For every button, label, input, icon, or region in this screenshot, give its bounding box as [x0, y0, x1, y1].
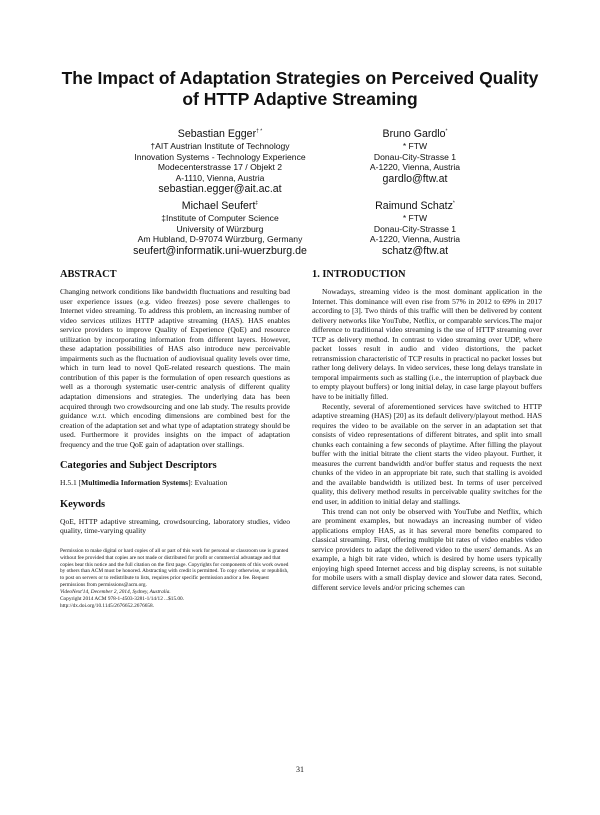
- right-column: [312, 268, 542, 593]
- author-email[interactable]: schatz@ftw.at: [381, 244, 449, 257]
- author-name: Raimund Schatz*: [375, 200, 455, 212]
- categories-heading: Categories and Subject Descriptors: [60, 460, 217, 472]
- author-affiliation-line: University of Würzburg: [176, 223, 264, 234]
- abstract-heading: ABSTRACT: [60, 269, 117, 280]
- author-affiliation-line: Donau-City-Strasse 1: [373, 223, 457, 234]
- categories-text: H.5.1 [Multimedia Information Systems]: Evaluation: [60, 478, 228, 488]
- introduction-heading: 1. INTRODUCTION: [312, 269, 406, 280]
- author-email[interactable]: seufert@informatik.uni-wuerzburg.de: [133, 244, 307, 257]
- author-affiliation-line: Am Hubland, D-97074 Würzburg, Germany: [137, 234, 303, 245]
- intro-paragraph: This trend can not only be observed with YouTube and Netflix, which are prominent examples, but nowadays an increasing number of video applications employ HAS, as it has several more benefits compared to classical streaming. First, offering multiple bit rates of video enables video service providers to adapt the delivered video to the users' demands. As an example, a high bit rate video, which is desired by home users typically enjoying high speed Internet access and big display screens, is not suitable for mobile users with a small display device and slower data rates. Second, different service levels and/or pricing schemes can: [312, 506, 542, 592]
- author-affiliation-line: Modecenterstrasse 17 / Objekt 2: [157, 162, 283, 173]
- author-affiliation-line: A-1220, Vienna, Austria: [369, 162, 461, 173]
- author-affiliation-line: Donau-City-Strasse 1: [373, 151, 457, 162]
- copyright: Copyright 2014 ACM 978-1-4503-3281-1/14/12 ...$15.00.: [60, 595, 185, 602]
- author-name: Bruno Gardlo*: [382, 128, 448, 140]
- author-name: Sebastian Egger† *: [177, 128, 263, 140]
- keywords-text: QoE, HTTP adaptive streaming, crowdsourcing, laboratory studies, video quality, time-varying quality: [60, 516, 290, 536]
- venue: VideoNext'14, December 2, 2014, Sydney, Australia.: [60, 589, 171, 595]
- author-name: Michael Seufert‡: [181, 200, 259, 212]
- author-email[interactable]: sebastian.egger@ait.ac.at: [158, 183, 282, 196]
- author-email[interactable]: gardlo@ftw.at: [382, 172, 448, 185]
- permission-block: [60, 548, 290, 610]
- author-block-egger: [120, 128, 320, 196]
- doi-link[interactable]: http://dx.doi.org/10.1145/2676652.2676658.: [60, 602, 155, 609]
- intro-paragraph: Nowadays, streaming video is the most dominant application in the Internet. This dominance will even rise from 57% in 2012 to 69% in 2017 according to [3]. Two thirds of this traffic will then be delivered by content delivery networks like YouTube, Netflix, or comparable services.The major difference to traditional video streaming is the use of HTTP streaming over TCP as delivery method. In contrast to video streaming over UDP, where packet losses result in audio and video distortions, the packet retransmission characteristic of TCP results in practical no packet losses but rather long delivery delays. In video services, these long delays translate in temporal impairments such as stalling (i.e., the interruption of playback due to empty playout buffers) or long initial delay, in case large playout buffers have to be initially filled.: [312, 287, 542, 402]
- title-line-2: of HTTP Adaptive Streaming: [182, 89, 418, 109]
- keywords-heading: Keywords: [60, 498, 106, 510]
- left-column: [60, 268, 290, 610]
- intro-paragraph: Recently, several of aforementioned services have switched to HTTP adaptive streaming (HAS) [20] as its default delivery/playout method. HAS requires the video to be available on the server in an adaptation set that consists of video representations of different bitrates, and split into small chunks each containing a few seconds of playtime. After filling the playout buffer with the initial bitrate the client starts the video playout. Further, it measures the current bandwidth and/or buffer status and requests the next chunks of the video in an appropriate bit rate, such that stalling is avoided and the available bandwidth is utilized best. In terms of user perceived quality, this delivery method results in perceivable quality switches for the end user, in addition to initial delay and stallings.: [312, 401, 542, 507]
- author-block-seufert: [120, 200, 320, 258]
- paper-title: [40, 68, 560, 110]
- author-affiliation-line: * FTW: [402, 141, 428, 151]
- abstract-text: Changing network conditions like bandwidth fluctuations and resulting bad user experience issues (e.g. video freezes) pose severe challenges to Internet video streaming. To address this problem, an increasing number of video services utilizes HTTP adaptive streaming (HAS). HAS enables service providers to improve Quality of Experience (QoE) and resource utilization by incorporating information from different layers. However, these adaptation possibilities of HAS also introduce new perceivable impairments such as the fluctuation of audiovisual quality levels over time, which in turn lead to novel QoE-related research questions. The main contribution of this paper is the formulation of open research questions as well as a thorough systematic user-centric analysis of different quality adaptation dimensions and strategies. The underlying data has been acquired through two crowdsourcing and one lab study. The results provide guidance w.r.t. which encoding dimensions are combined best for the creation of the adaptation set and what type of adaptation strategy should be used. Furthermore it provides insights on the impact of adaptation frequency and the true QoE gain of adaptation over stallings.: [60, 287, 290, 449]
- author-affiliation-line: †AIT Austrian Institute of Technology: [150, 141, 290, 151]
- author-affiliation-line: ‡Institute of Computer Science: [161, 213, 279, 223]
- title-line-1: The Impact of Adaptation Strategies on Perceived Quality: [61, 68, 539, 88]
- author-affiliation-line: * FTW: [402, 213, 428, 223]
- author-affiliation-line: A-1110, Vienna, Austria: [175, 172, 265, 183]
- permission-text: Permission to make digital or hard copies of all or part of this work for personal or classroom use is granted without fee provided that copies are not made or distributed for profit or commercial advantage and that copies bear this notice and the full citation on the first page. Copyrights for components of this work owned by others than ACM must be honored. Abstracting with credit is permitted. To copy otherwise, or republish, to post on servers or to redistribute to lists, requires prior specific permission and/or a fee. Request permissions from permissions@acm.org.: [60, 547, 289, 589]
- author-affiliation-line: Innovation Systems - Technology Experience: [134, 151, 306, 162]
- author-affiliation-line: A-1220, Vienna, Austria: [369, 234, 461, 245]
- author-block-gardlo: [340, 128, 490, 186]
- author-block-schatz: [340, 200, 490, 258]
- page-number: 31: [296, 765, 304, 774]
